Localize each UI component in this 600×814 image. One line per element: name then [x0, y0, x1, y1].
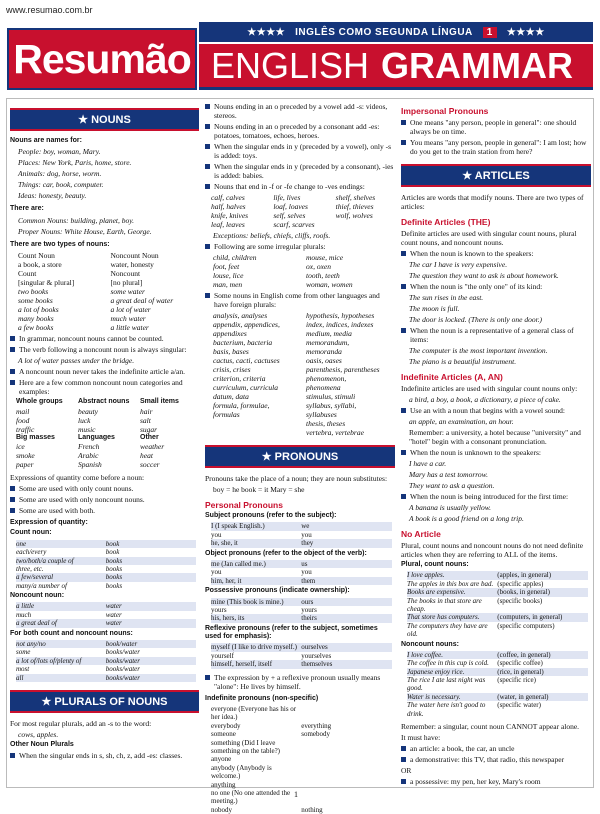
possessive-table [211, 598, 392, 623]
cat-cell: soccer [140, 459, 160, 469]
common-nouns: Common Nouns: building, planet, boy. [18, 215, 135, 225]
table-row: Books are expensive. (books, in general) [407, 588, 588, 596]
types-cell: water, honesty [110, 260, 154, 270]
ves-grid: calf, calves life, lives shelf, shelves half, halves loaf, loaves thief, thieves knife, knives self, selves wolf, wolves leaf, leaves scarf, scarves [211, 193, 376, 229]
noncount-nouns-heading: Noncount nouns: [401, 640, 459, 648]
noncount-table [16, 602, 196, 627]
table-row: yourself yourselves [211, 651, 332, 660]
cat-cell: Arabic [78, 450, 99, 460]
list-item: an article: a book, the car, an uncle [401, 744, 591, 753]
table-row: I love apples. (apples, in general) [407, 571, 588, 579]
table-row: a little water [16, 602, 196, 610]
exceptions: Exceptions: beliefs, chiefs, cliffs, roofs. [213, 231, 331, 240]
banner-number: 1 [483, 27, 497, 38]
indefinite-articles-heading: Indefinite Articles (A, AN) [401, 372, 503, 382]
column-2 [205, 100, 395, 814]
remember-note: Remember: a singular, count noun CANNOT appear alone. [401, 722, 580, 732]
definite-heading: Definite Articles (THE) [401, 217, 491, 227]
list-item: When the singular ends in y (preceded by a vowel), only -s is added: toys. [205, 142, 395, 160]
stars-right: ★★★★ [506, 26, 545, 38]
must-have: It must have: [401, 733, 441, 743]
types-cell: a little water [110, 323, 149, 333]
types-cell: some water [110, 287, 145, 297]
table-row: anybody (Anybody is welcome.) [211, 763, 272, 781]
plurals-intro: For most regular plurals, add an -s to the word: [10, 718, 152, 728]
pronouns-heading: ★ PRONOUNS [205, 445, 395, 468]
list-item: You means "any person, people in general": I am lost; how do you get to the train station from here? [401, 138, 591, 156]
table-row: all books/water [16, 674, 196, 682]
example: A lot of water passes under the bridge. [18, 356, 135, 366]
example: A book is a good friend on a long trip. [409, 514, 524, 523]
indefinite-intro: Indefinite articles are used with singular count nouns only: [401, 384, 578, 393]
table-row: myself (I like to drive myself.) ourselves [211, 643, 392, 651]
table-row: Water is necessary. (water, in general) [407, 693, 588, 701]
types-cell: [singular & plural] [18, 278, 75, 288]
column-1 [10, 100, 199, 784]
table-row: The coffee in this cup is cold. (specific coffee) [407, 659, 543, 668]
definite-intro: Definite articles are used with singular count nouns, plural count nouns, and noncount nouns. [401, 229, 577, 247]
types-cell: many books [18, 314, 54, 324]
list-item: When the noun is being introduced for the first time: [401, 492, 591, 501]
example: The sun rises in the east. [409, 293, 484, 302]
types-cell: two books [18, 287, 49, 297]
cat-cell: Spanish [78, 459, 102, 469]
irregular-grid: child, children mouse, mice foot, feet ox, oxen louse, lice tooth, teeth man, men woman, women [213, 253, 353, 289]
table-row: a few/several books [16, 573, 196, 581]
cat-cell: music [78, 424, 96, 434]
list-item: Some are used with both. [10, 506, 199, 515]
personal-heading: Personal Pronouns [205, 500, 283, 510]
cat-cell: Whole groups [16, 398, 63, 406]
table-row: I love coffee. (coffee, in general) [407, 651, 588, 659]
types-cell: Noncount Noun [110, 251, 159, 261]
table-row: three, etc. books [16, 564, 123, 573]
table-row: himself, herself, itself themselves [211, 660, 392, 668]
list-item: a demonstrative: this TV, that radio, this newspaper [401, 755, 591, 764]
other-plurals: Other Noun Plurals [10, 740, 74, 748]
list-item: When the noun is unknown to the speakers: [401, 448, 591, 457]
or-text: OR [401, 766, 412, 776]
cat-cell: food [16, 415, 30, 425]
brand-logo: Resumão [7, 28, 197, 90]
list-item: In grammar, noncount nouns cannot be counted. [10, 334, 199, 343]
cat-cell: mail [16, 406, 30, 416]
count-table [16, 540, 196, 590]
table-row: The computers they have are old. (specific computers) [407, 621, 555, 639]
page-number: 1 [294, 790, 298, 799]
types-cell: some books [18, 296, 53, 306]
stars-left: ★★★★ [247, 26, 286, 38]
pronouns-intro: Pronouns take the place of a noun; they are noun substitutes: [205, 474, 388, 483]
header [0, 0, 600, 98]
cat-cell: Other [140, 433, 159, 441]
list-item: Nouns ending in an o preceded by a vowel add -s: videos, stereos. [205, 102, 395, 120]
noncount-heading: Noncount noun: [10, 592, 65, 600]
table-row: you you [211, 568, 312, 577]
table-row: nobody nothing [211, 805, 323, 814]
cat-cell: traffic [16, 424, 35, 434]
types-cell: Count Noun [18, 251, 55, 261]
list-item: Some are used with only count nouns. [10, 484, 199, 493]
list-item: When the noun is known to the speakers: [401, 249, 591, 258]
cat-cell: salt [140, 415, 151, 425]
example: The car I have is very expensive. [409, 260, 508, 269]
cat-cell: smoke [16, 450, 35, 460]
table-row: everybody everything [211, 721, 332, 730]
table-row: he, she, it they [211, 539, 392, 547]
example: Remember: a university, a hotel because "university" and "hotel" begin with a consonant pronunciation. [409, 428, 581, 446]
object-table [211, 560, 392, 585]
example: The door is locked. (There is only one door.) [409, 315, 543, 324]
both-heading: For both count and noncount nouns: [10, 629, 133, 637]
list-item: Some are used with only noncount nouns. [10, 495, 199, 504]
categories-grid [16, 398, 199, 469]
website-url: www.resumao.com.br [6, 5, 93, 15]
pronouns-example: boy = he book = it Mary = she [213, 485, 305, 494]
types-cell: a lot of books [18, 305, 59, 315]
nouns-intro: Nouns are names for: [10, 137, 82, 144]
table-row: The water here isn't good to drink. (specific water) [407, 701, 541, 718]
types-cell: a few books [18, 323, 54, 333]
count-heading: Count noun: [10, 529, 52, 537]
qty-heading: Expression of quantity: [10, 518, 88, 526]
possessive-heading: Possessive pronouns (indicate ownership): [205, 587, 350, 595]
subject-table [211, 522, 392, 547]
cat-cell: Small items [140, 398, 179, 406]
table-row: not any/no book/water [16, 640, 196, 648]
list-item: The verb following a noncount noun is always singular: [10, 345, 199, 354]
example: The computer is the most important invention. [409, 346, 548, 355]
cat-cell: paper [16, 459, 34, 469]
cat-cell: ice [16, 441, 25, 451]
table-row: everyone (Everyone has his or her idea.) [211, 705, 297, 722]
cat-cell: weather [140, 441, 165, 451]
table-row: you you [211, 530, 312, 539]
table-row: no one (No one attended the meeting.) [211, 788, 291, 806]
articles-intro: Articles are words that modify nouns. There are two types of articles: [401, 193, 584, 211]
cat-cell: Abstract nouns [78, 398, 130, 406]
table-row: The rice I ate last night was good. (specific rice) [407, 676, 536, 693]
table-row: anyone [211, 755, 232, 764]
example: A banana is usually yellow. [409, 503, 492, 512]
types-grid [18, 251, 199, 332]
nouns-people: People: boy, woman, Mary. [18, 147, 101, 157]
example: The question they want to ask is about homework. [409, 271, 559, 280]
example: Mary has a test tomorrow. [409, 470, 488, 479]
table-row: his, hers, its theirs [211, 614, 392, 622]
table-row: The apples in this box are bad. (specific apples) [407, 579, 544, 588]
indefinite-table [211, 705, 392, 814]
no-article-heading: No Article [401, 529, 441, 539]
list-item: When the singular ends in y (preceded by a consonant), -ies is added: babies. [205, 162, 395, 180]
list-item: Nouns that end in -f or -fe change to -ves endings: [205, 182, 395, 191]
title-grammar: GRAMMAR [381, 44, 574, 86]
list-item: One means "any person, people in general": one should always be on time. [401, 118, 591, 136]
table-row: most books/water [16, 665, 140, 674]
page-title [199, 44, 593, 90]
table-row: That store has computers. (computers, in general) [407, 613, 588, 621]
reflexive-heading: Reflexive pronouns (refer to the subject, sometimes used for emphasis): [205, 624, 378, 641]
table-row: some books/water [16, 648, 140, 657]
table-row: one book [16, 540, 196, 548]
foreign-grid: analysis, analyses hypothesis, hypotheses appendix, appendices, index, indices, indexes appendixes medium, media bacterium, bacteria memorandum, basis, bases memoranda cactus, cacti, cactuses oasis, oases crisis, crises parenthesis, parentheses criterion, criteria phenomenon, curriculum, curricula phenomena datum, data stimulus, stimuli formula, formulae, syllabus, syllabi, formulas syllabuses thesis, theses vertebra, vertebrae [213, 311, 380, 437]
plurals-heading: ★ PLURALS OF NOUNS [10, 690, 199, 713]
impersonal-heading: Impersonal Pronouns [401, 106, 489, 116]
example: I have a car. [409, 459, 447, 468]
types-cell: much water [110, 314, 146, 324]
table-row: each/every book [16, 548, 120, 557]
cat-cell: beauty [78, 406, 98, 416]
cat-cell: heat [140, 450, 153, 460]
nouns-heading: ★ NOUNS [10, 108, 199, 131]
table-row: mine (This book is mine.) ours [211, 598, 392, 606]
types-cell: Noncount [110, 269, 141, 279]
table-row: anything [211, 780, 236, 789]
plural-count-heading: Plural, count nouns: [401, 561, 469, 568]
no-article-intro: Plural, count nouns and noncount nouns do not need definite articles when they are referring to ALL of the items. [401, 541, 584, 559]
table-row: two/both/a couple of books [16, 557, 196, 565]
table-row: him, her, it them [211, 577, 392, 585]
there-are: There are: [10, 205, 44, 213]
articles-heading: ★ ARTICLES [401, 164, 591, 187]
object-heading: Object pronouns (refer to the object of the verb): [205, 549, 367, 557]
both-table [16, 640, 196, 682]
nouns-places: Places: New York, Paris, home, store. [18, 158, 132, 168]
table-row: Japanese enjoy rice. (rice, in general) [407, 668, 588, 676]
cat-cell: sugar [140, 424, 158, 434]
list-item: Here are a few common noncount noun categories and examples: [10, 378, 199, 396]
reflexive-table [211, 643, 392, 668]
list-item: a possessive: my pen, her key, Mary's room [401, 777, 591, 786]
subject-heading: Subject pronouns (refer to the subject): [205, 512, 337, 519]
types-cell: a great deal of water [110, 296, 174, 306]
list-item: Use an with a noun that begins with a vowel sound: [401, 406, 591, 415]
list-item: Some nouns in English come from other languages and have foreign plurals: [205, 291, 395, 309]
table-row: a great deal of water [16, 619, 196, 627]
example: The piano is a beautiful instrument. [409, 357, 517, 366]
banner-text: INGLÊS COMO SEGUNDA LÍNGUA [295, 26, 473, 38]
plural-count-table [407, 571, 588, 638]
example: an apple, an examination, an hour. [409, 417, 514, 426]
list-item: When the noun is "the only one" of its kind: [401, 282, 591, 291]
table-row: yours yours [211, 605, 317, 614]
table-row: someone somebody [211, 730, 331, 739]
list-item: Nouns ending in an o preceded by a consonant add -es: potatoes, tomatoes, echoes, heroes. [205, 122, 395, 140]
cat-cell: luck [78, 415, 91, 425]
list-item: When the noun is a representative of a general class of items: [401, 326, 591, 344]
cat-cell: hair [140, 406, 153, 416]
table-row: me (Jan called me.) us [211, 560, 392, 568]
list-item: When the singular ends in s, sh, ch, z, add -es: classes. [10, 751, 199, 760]
nouns-things: Things: car, book, computer. [18, 180, 104, 190]
title-english: ENGLISH [211, 44, 370, 86]
list-item: Following are some irregular plurals: [205, 242, 395, 251]
types-cell: a book, a store [18, 260, 62, 270]
qty-intro: Expressions of quantity come before a noun: [10, 472, 145, 482]
types-cell: Count [18, 269, 37, 279]
two-types: There are two types of nouns: [10, 240, 110, 248]
table-row: The books in that store are cheap. (specific books) [407, 596, 543, 613]
list-item: The expression by + a reflexive pronoun usually means "alone": He lives by himself. [205, 673, 395, 691]
cat-cell: Languages [78, 433, 115, 441]
table-row: a lot of/lots of/plenty of books/water [16, 657, 196, 665]
cat-cell: French [78, 441, 100, 451]
column-3 [401, 100, 591, 787]
table-row: many/a number of books [16, 581, 123, 590]
example: The moon is full. [409, 304, 460, 313]
nouns-ideas: Ideas: honesty, beauty. [18, 191, 87, 201]
types-cell: [no plural] [110, 278, 143, 288]
table-row: something (Did I leave something on the table?) [211, 738, 281, 755]
nouns-animals: Animals: dog, horse, worm. [18, 169, 102, 179]
example: a bird, a boy, a book, a dictionary, a piece of cake. [409, 395, 561, 404]
table-row: I (I speak English.) we [211, 522, 392, 530]
noncount-nouns-table [407, 651, 588, 718]
plurals-intro-example: cows, apples. [18, 729, 59, 739]
subject-banner [199, 22, 593, 42]
types-cell: a lot of water [110, 305, 151, 315]
list-item: A noncount noun never takes the indefinite article a/an. [10, 367, 199, 376]
table-row: much water [16, 610, 122, 619]
proper-nouns: Proper Nouns: White House, Earth, George. [18, 226, 152, 236]
indefinite-heading: Indefinite pronouns (non-specific) [205, 694, 319, 702]
example: They want to ask a question. [409, 481, 495, 490]
cat-cell: Big masses [16, 433, 55, 441]
